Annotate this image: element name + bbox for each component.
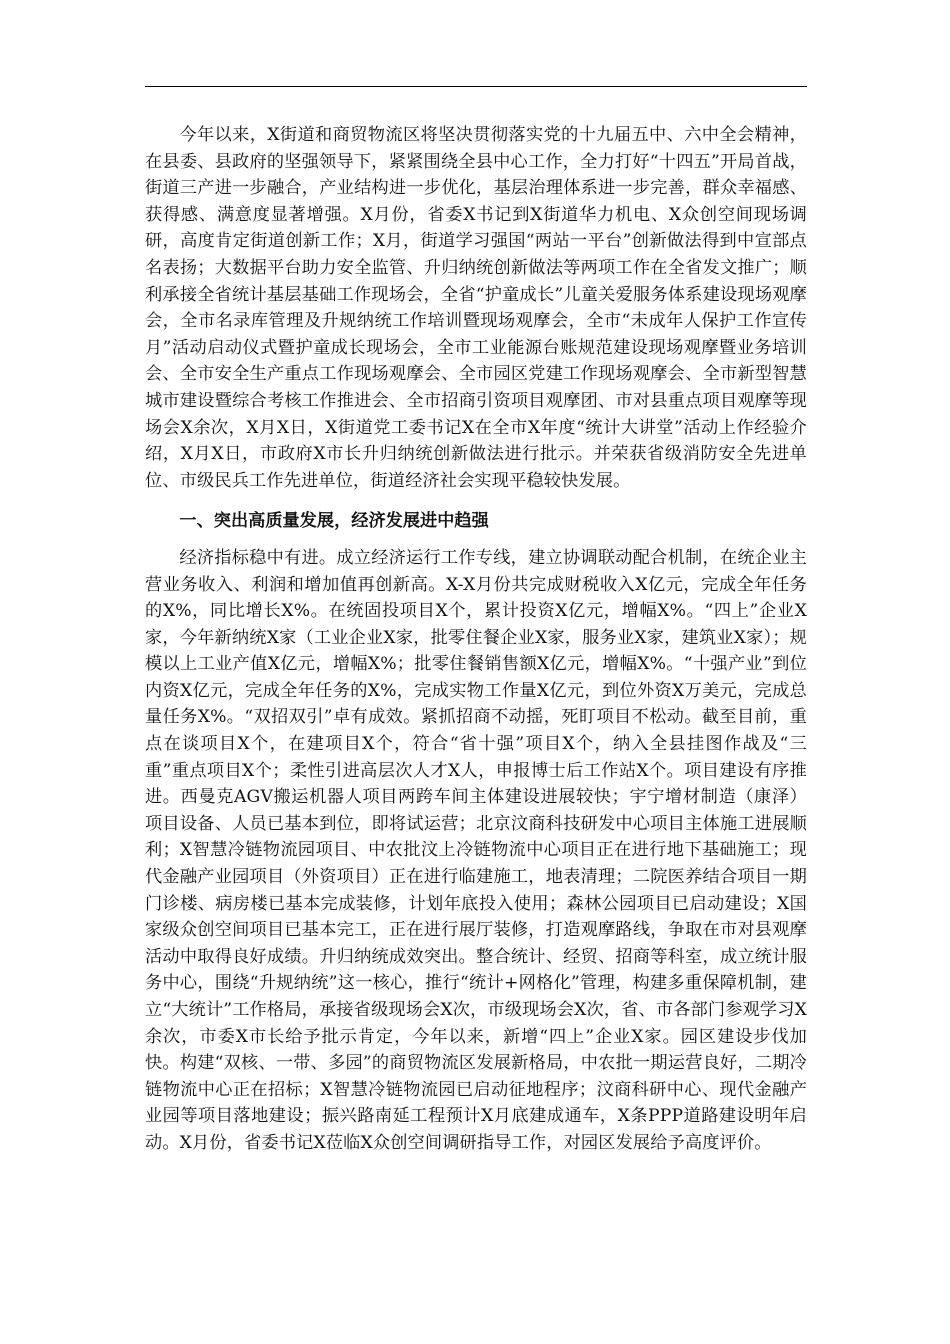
section-heading: 一、突出高质量发展，经济发展进中趋强 bbox=[179, 511, 489, 532]
header-rule bbox=[145, 86, 807, 87]
document-body bbox=[145, 122, 807, 1157]
intro-paragraph: 今年以来，X街道和商贸物流区将坚决贯彻落实党的十九届五中、六中全会精神，在县委、县政府的坚强领导下，紧紧围绕全县中心工作，全力打好“十四五”开局首战，街道三产进一步融合，产业结构进一步优化，基层治理体系进一步完善，群众幸福感、获得感、满意度显著增强。X月份，省委X书记到X街道华力机电、X众创空间现场调研，高度肯定街道创新工作；X月，街道学习强国“两站一平台”创新做法得到中宣部点名表扬；大数据平台助力安全监管、升归纳统创新做法等两项工作在全省发文推广；顺利承接全省统计基层基础工作现场会，全省“护童成长”儿童关爱服务体系建设现场观摩会，全市名录库管理及升规纳统工作培训暨现场观摩会，全市“未成年人保护工作宣传月”活动启动仪式暨护童成长现场会，全市工业能源台账规范建设现场观摩暨业务培训会、全市安全生产重点工作现场观摩会、全市园区党建工作现场观摩会、全市新型智慧城市建设暨综合考核工作推进会、全市招商引资项目观摩团、市对县重点项目观摩等现场会X余次，X月X日，X街道党工委书记X在全市X年度“统计大讲堂”活动上作经验介绍，X月X日，市政府X市长升归纳统创新做法进行批示。并荣获省级消防安全先进单位、市级民兵工作先进单位，街道经济社会实现平稳较快发展。 bbox=[145, 125, 807, 491]
section-paragraph: 经济指标稳中有进。成立经济运行工作专线，建立协调联动配合机制，在统企业主营业务收入、利润和增加值再创新高。X-X月份共完成财税收入X亿元，完成全年任务的X%，同比增长X%。在统固投项目X个，累计投资X亿元，增幅X%。“四上”企业X家，今年新纳统X家（工业企业X家，批零住餐企业X家，服务业X家，建筑业X家）；规模以上工业产值X亿元，增幅X%；批零住餐销售额X亿元，增幅X%。“十强产业”到位内资X亿元，完成全年任务的X%，完成实物工作量X亿元，到位外资X万美元，完成总量任务X%。“双招双引”卓有成效。紧抓招商不动摇，死盯项目不松动。截至目前，重点在谈项目X个，在建项目X个，符合“省十强”项目X个，纳入全县挂图作战及“三重”重点项目X个；柔性引进高层次人才X人，申报博士后工作站X个。项目建设有序推进。西曼克AGV搬运机器人项目两跨车间主体建设进展较快；宇宁增材制造（康泽）项目设备、人员已基本到位，即将试运营；北京汶商科技研发中心项目主体施工进展顺利；X智慧冷链物流园项目、中农批汶上冷链物流中心项目正在进行地下基础施工；现代金融产业园项目（外资项目）正在进行临建施工，地表清理；二院医养结合项目一期门诊楼、病房楼已基本完成装修，计划年底投入使用；森林公园项目已启动建设；X国家级众创空间项目已基本完工，正在进行展厅装修，打造观摩路线，争取在市对县观摩活动中取得良好成绩。升归纳统成效突出。整合统计、经贸、招商等科室，成立统计服务中心，围绕“升规纳统”这一核心，推行“统计+网格化”管理，构建多重保障机制，建立“大统计”工作格局，承接省级现场会X次，市级现场会X次，省、市各部门参观学习X余次，市委X市长给予批示肯定，今年以来，新增“四上”企业X家。园区建设步伐加快。构建“双核、一带、多园”的商贸物流区发展新格局，中农批一期运营良好，二期冷链物流中心正在招标；X智慧冷链物流园已启动征地程序；汶商科研中心、现代金融产业园等项目落地建设；振兴路南延工程预计X月底建成通车，X条PPP道路建设明年启动。X月份，省委书记X莅临X众创空间调研指导工作，对园区发展给予高度评价。 bbox=[145, 547, 807, 1153]
